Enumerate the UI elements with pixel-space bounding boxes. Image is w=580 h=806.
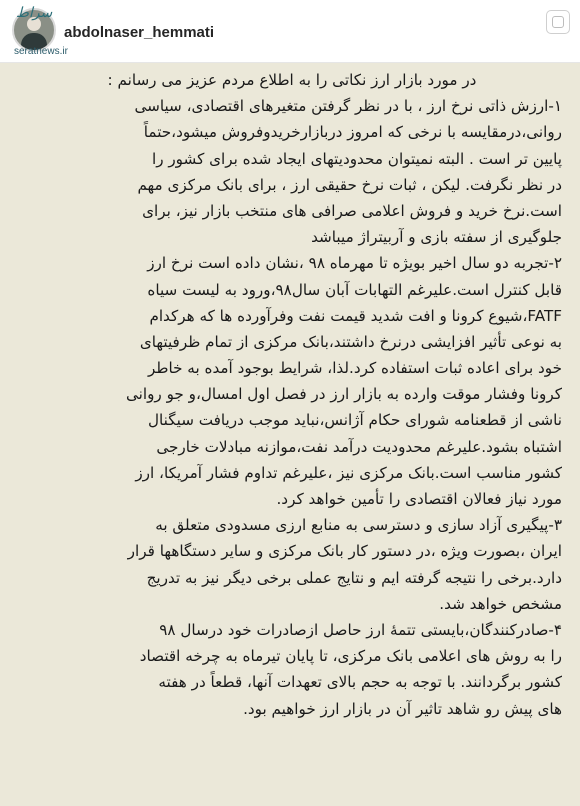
text-line: کرونا وفشار موقت وارده به بازار ارز در فصل اول امسال،و جو روانی bbox=[125, 385, 562, 404]
more-options-icon[interactable] bbox=[546, 10, 570, 34]
text-line: جلوگیری از سفته بازی و آربیتراژ میباشد bbox=[311, 228, 562, 247]
text-line: مورد نیاز فعالان اقتصادی را تأمین خواهد کرد. bbox=[276, 490, 562, 508]
text-line: FATF،شیوع کرونا و افت شدید قیمت نفت وفرآورده ها که هرکدام bbox=[149, 306, 562, 325]
text-line: ناشی از قطعنامه شورای حکام آژانس،نباید موجب دریافت سیگنال bbox=[147, 411, 562, 430]
text-line: کشور برگردانند. با توجه به حجم بالای تعهدات آنها، قطعاً در هفته bbox=[158, 673, 562, 692]
text-line: است.نرخ خرید و فروش اعلامی صرافی های منتخب بازار نیز، برای bbox=[142, 201, 562, 220]
text-line: های پیش رو شاهد تاثیر آن در بازار ارز خواهیم بود. bbox=[243, 699, 562, 718]
text-line: مشخص خواهد شد. bbox=[439, 594, 562, 613]
logo: سرا‌ط bbox=[16, 5, 53, 21]
text-line: ۱-ارزش ذاتی نرخ ارز ، با در نظر گرفتن متغیرهای اقتصادی، سیاسی bbox=[134, 97, 562, 116]
text-line: کشور مناسب است.بانک مرکزی نیز ،علیرغم تداوم فشار آمریکا، ارز bbox=[135, 463, 562, 482]
text-line: ۲-تجربه دو سال اخیر بویژه تا مهرماه ۹۸ ،نشان داده است نرخ ارز bbox=[147, 254, 562, 273]
text-line: ۴-صادرکنندگان،بایستی تتمهٔ ارز حاصل ازصادرات خود درسال ۹۸ bbox=[159, 620, 562, 639]
text-line: در نظر نگرفت. لیکن ، ثبات نرخ حقیقی ارز ، برای بانک مرکزی مهم bbox=[137, 175, 562, 194]
text-line: ۳-پیگیری آزاد سازی و دسترسی به منابع ارزی مسدودی متعلق به bbox=[155, 516, 562, 535]
text-line: در مورد بازار ارز نکاتی را به اطلاع مردم عزیز می رسانم : bbox=[107, 71, 477, 89]
source-watermark: seratnews.ir bbox=[14, 46, 68, 57]
text-line: اشتباه بشود.علیرغم محدودیت درآمد نفت،موازنه مبادلات خارجی bbox=[156, 437, 562, 456]
post-header bbox=[0, 0, 580, 63]
text-line: را به روش های اعلامی بانک مرکزی، تا پایان تیرماه به چرخه اقتصاد bbox=[139, 647, 562, 666]
text-line: دارد.برخی را نتیجه گرفته ایم و نتایج عملی برخی دیگر نیز به تدریج bbox=[146, 568, 562, 587]
text-line: قابل کنترل است.علیرغم التهابات آبان سال۹۸،ورود به لیست سیاه bbox=[147, 280, 562, 299]
username[interactable]: abdolnaser_hemmati bbox=[64, 24, 215, 41]
text-line: به نوعی تأثیر افزایشی درنرخ داشتند،بانک مرکزی از تمام ظرفیتهای bbox=[139, 332, 562, 351]
text-line: پایین تر است . البته نمیتوان محدودیتهای ایجاد شده برای کشور را bbox=[151, 149, 562, 168]
text-line: خود برای اعاده ثبات استفاده کرد.لذا، شرایط بوجود آمده به خاطر bbox=[147, 359, 562, 378]
text-line: ایران ،بصورت ویژه ،در دستور کار بانک مرکزی و سایر دستگاهها قرار bbox=[127, 542, 562, 561]
post-text bbox=[22, 67, 562, 722]
post-image bbox=[0, 63, 580, 806]
text-line: روانی،درمقایسه با نرخی که امروز دربازارخریدوفروش میشود،حتماً bbox=[143, 123, 562, 142]
